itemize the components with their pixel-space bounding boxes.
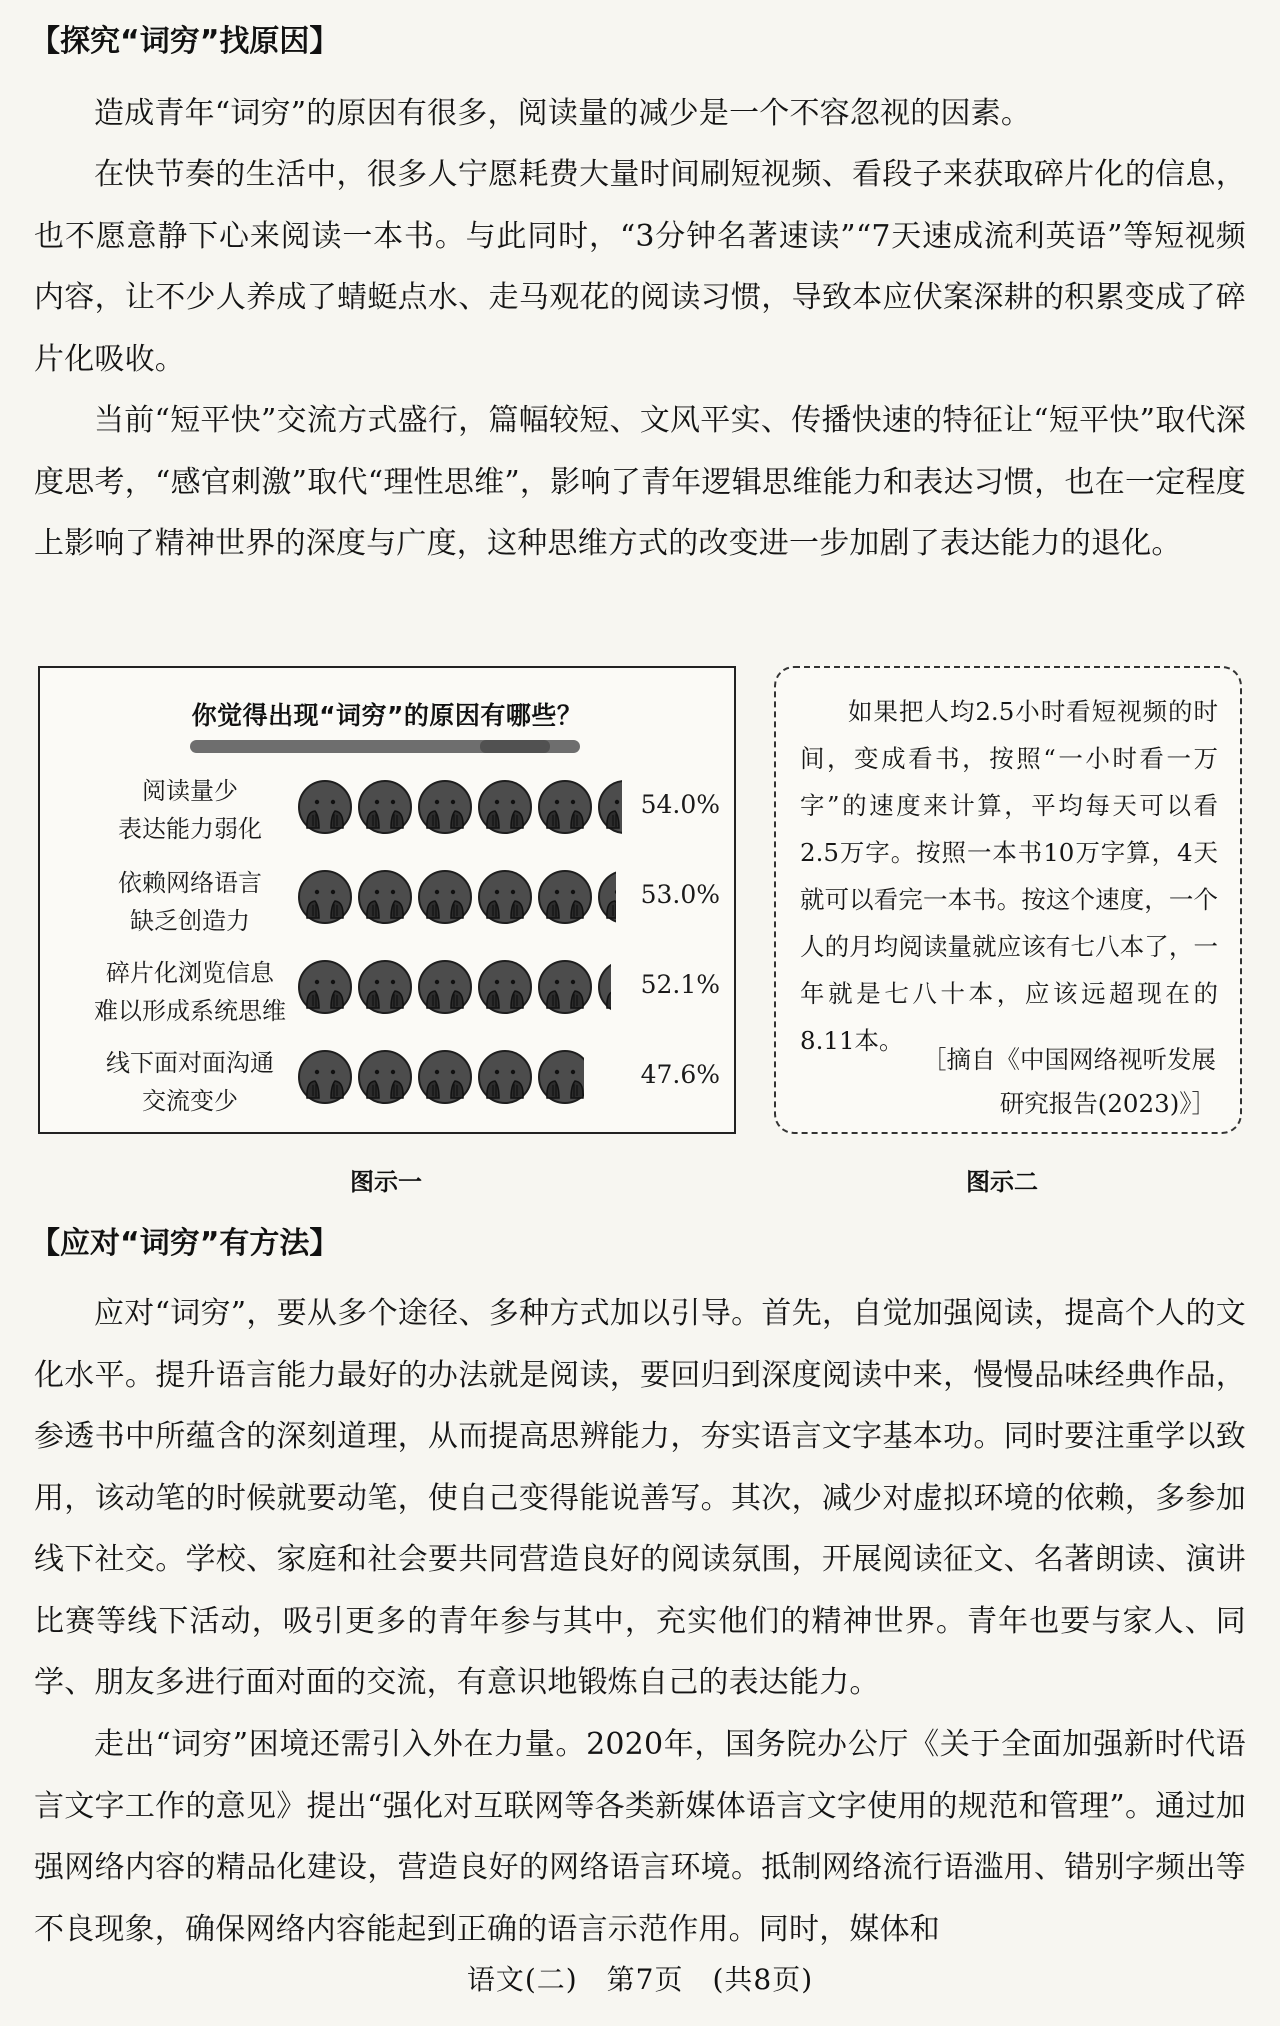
- hands-over-face-icon: [298, 780, 352, 834]
- hands-over-face-icon: [538, 1050, 584, 1104]
- section-heading-explore-causes: 【探究“词穷”找原因】: [30, 24, 340, 59]
- hands-over-face-icon: [538, 960, 592, 1014]
- figure-2-caption: 图示二: [966, 1168, 1038, 1196]
- figure-1-caption: 图示一: [350, 1168, 422, 1196]
- pictograph-bar: [298, 776, 622, 850]
- chart-row: [40, 1038, 734, 1128]
- page-footer: 语文(二) 第7页 (共8页): [466, 1963, 814, 1996]
- paragraph: 在快节奏的生活中，很多人宁愿耗费大量时间刷短视频、看段子来获取碎片化的信息，也不愿意静下心来阅读一本书。与此同时，“3分钟名著速读”“7天速成流利英语”等短视频内容，让不少人养成了蜻蜓点水、走马观花的阅读习惯，导致本应伏案深耕的积累变成了碎片化吸收。: [34, 157, 1246, 377]
- hands-over-face-icon: [298, 960, 352, 1014]
- chart-title: 你觉得出现“词穷”的原因有哪些？: [191, 701, 583, 730]
- hands-over-face-icon: [418, 780, 472, 834]
- value-label: 52.1%: [640, 970, 720, 999]
- print-smudge: [480, 740, 550, 753]
- chart-row: [40, 948, 734, 1038]
- source-line-2: 研究报告(2023)》］: [999, 1089, 1216, 1118]
- value-label: 53.0%: [640, 880, 720, 909]
- section-heading-solutions: 【应对“词穷”有方法】: [30, 1226, 340, 1261]
- hands-over-face-icon: [358, 780, 412, 834]
- chart-row: [40, 858, 734, 948]
- chart-row: [40, 768, 734, 858]
- source-line-1: ［摘自《中国网络视听发展: [922, 1045, 1216, 1074]
- hands-over-face-icon: [538, 780, 592, 834]
- hands-over-face-icon: [418, 870, 472, 924]
- paragraph: 应对“词穷”，要从多个途径、多种方式加以引导。首先，自觉加强阅读，提高个人的文化水平。提升语言能力最好的办法就是阅读，要回归到深度阅读中来，慢慢品味经典作品，参透书中所蕴含的深刻道理，从而提高思辨能力，夯实语言文字基本功。同时要注重学以致用，该动笔的时候就要动笔，使自己变得能说善写。其次，减少对虚拟环境的依赖，多参加线下社交。学校、家庭和社会要共同营造良好的阅读氛围，开展阅读征文、名著朗读、演讲比赛等线下活动，吸引更多的青年参与其中，充实他们的精神世界。青年也要与家人、同学、朋友多进行面对面的交流，有意识地锻炼自己的表达能力。: [34, 1296, 1246, 1700]
- hands-over-face-icon: [418, 1050, 472, 1104]
- hands-over-face-icon: [478, 870, 532, 924]
- hands-over-face-icon: [418, 960, 472, 1014]
- pictograph-bar: [298, 866, 616, 940]
- hands-over-face-icon: [478, 1050, 532, 1104]
- figure-1-chart: [38, 666, 736, 1134]
- hands-over-face-icon: [478, 960, 532, 1014]
- paragraph: 造成青年“词穷”的原因有很多，阅读量的减少是一个不容忽视的因素。: [94, 96, 1032, 131]
- category-label: 阅读量少 表达能力弱化: [118, 777, 262, 843]
- value-label: 47.6%: [640, 1060, 720, 1089]
- figure-2-body: 如果把人均2.5小时看短视频的时间，变成看书，按照“一小时看一万字”的速度来计算，平均每天可以看2.5万字。按照一本书10万字算，4天就可以看完一本书。按这个速度，一个人的月均阅读量就应该有七八本了，一年就是七八十本，应该远超现在的8.11本。: [800, 697, 1218, 1055]
- category-label: 碎片化浏览信息 难以形成系统思维: [94, 959, 286, 1025]
- pictograph-bar: [298, 956, 611, 1030]
- hands-over-face-icon: [478, 780, 532, 834]
- hands-over-face-icon: [358, 960, 412, 1014]
- category-label: 线下面对面沟通 交流变少: [106, 1049, 274, 1115]
- figure-2-source: [796, 1038, 1216, 1126]
- paragraph: 当前“短平快”交流方式盛行，篇幅较短、文风平实、传播快速的特征让“短平快”取代深度思考，“感官刺激”取代“理性思维”，影响了青年逻辑思维能力和表达习惯，也在一定程度上影响了精神世界的深度与广度，这种思维方式的改变进一步加剧了表达能力的退化。: [34, 403, 1246, 561]
- hands-over-face-icon: [538, 870, 592, 924]
- hands-over-face-icon: [298, 870, 352, 924]
- figure-2-textbox: [774, 666, 1242, 1134]
- value-label: 54.0%: [640, 790, 720, 819]
- paragraph: 走出“词穷”困境还需引入外在力量。2020年，国务院办公厅《关于全面加强新时代语言文字工作的意见》提出“强化对互联网等各类新媒体语言文字使用的规范和管理”。通过加强网络内容的精品化建设，营造良好的网络语言环境。抵制网络流行语滥用、错别字频出等不良现象，确保网络内容能起到正确的语言示范作用。同时，媒体和: [34, 1727, 1246, 1947]
- category-label: 依赖网络语言 缺乏创造力: [118, 869, 262, 935]
- hands-over-face-icon: [358, 1050, 412, 1104]
- hands-over-face-icon: [298, 1050, 352, 1104]
- pictograph-bar: [298, 1046, 584, 1120]
- hands-over-face-icon: [358, 870, 412, 924]
